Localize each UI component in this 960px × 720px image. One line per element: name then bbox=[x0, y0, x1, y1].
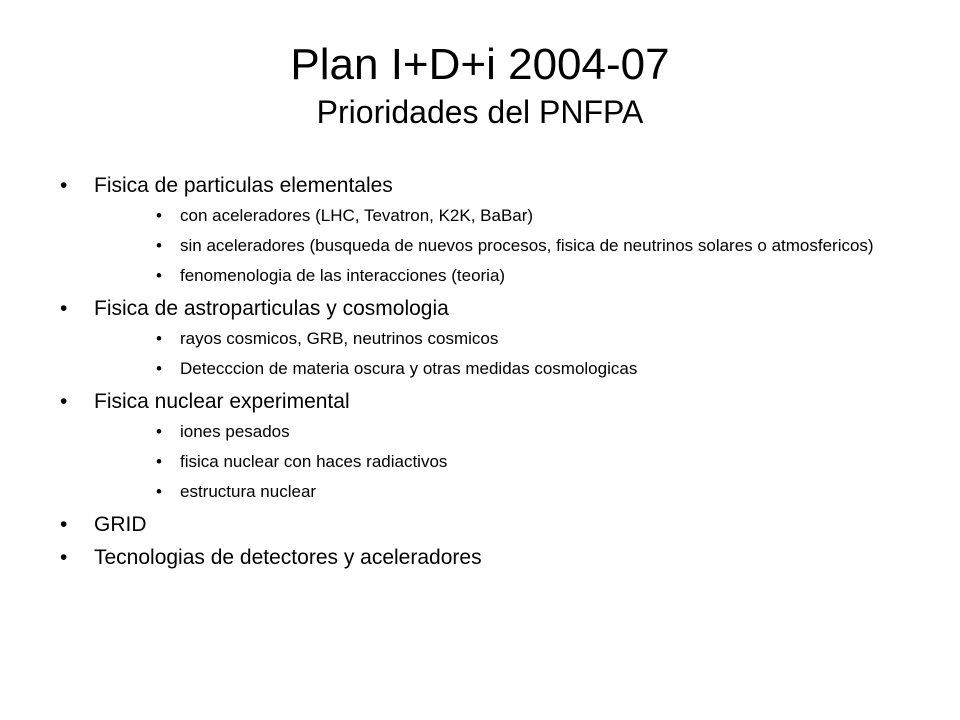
bullet-text: Tecnologias de detectores y aceleradores bbox=[94, 546, 482, 569]
sub-bullet-text: fenomenologia de las interacciones (teoria) bbox=[180, 266, 506, 285]
sub-bullet-icon: • bbox=[156, 452, 162, 471]
sub-bullet-text: con aceleradores (LHC, Tevatron, K2K, BaBar) bbox=[180, 206, 534, 225]
sub-bullet-text: estructura nuclear bbox=[180, 482, 317, 501]
title-main: Plan I+D+i 2004-07 bbox=[290, 40, 670, 89]
sub-bullet-icon: • bbox=[156, 359, 162, 378]
sub-bullet-text: fisica nuclear con haces radiactivos bbox=[180, 452, 448, 471]
sub-bullet-text: rayos cosmicos, GRB, neutrinos cosmicos bbox=[180, 329, 499, 348]
sub-bullet-icon: • bbox=[156, 329, 162, 348]
sub-bullet-item bbox=[60, 265, 930, 286]
sub-bullet-icon: • bbox=[156, 206, 162, 225]
bullet-icon: • bbox=[60, 174, 68, 197]
bullet-text: Fisica nuclear experimental bbox=[94, 390, 350, 413]
bullet-item bbox=[60, 388, 930, 416]
sub-bullet-list bbox=[60, 421, 930, 502]
title-subtitle: Prioridades del PNFPA bbox=[316, 94, 644, 130]
sub-bullet-item bbox=[60, 205, 930, 226]
bullet-item bbox=[60, 172, 930, 200]
bullet-text: Fisica de astroparticulas y cosmologia bbox=[94, 297, 449, 320]
sub-bullet-icon: • bbox=[156, 266, 162, 285]
sub-bullet-item bbox=[60, 421, 930, 442]
sub-bullet-item bbox=[60, 481, 930, 502]
bullet-icon: • bbox=[60, 546, 68, 569]
sub-bullet-list bbox=[60, 205, 930, 286]
sub-bullet-text: sin aceleradores (busqueda de nuevos procesos, fisica de neutrinos solares o atmosfericos) bbox=[180, 236, 874, 255]
sub-bullet-icon: • bbox=[156, 422, 162, 441]
sub-bullet-text: Detecccion de materia oscura y otras medidas cosmologicas bbox=[180, 359, 638, 378]
sub-bullet-text: iones pesados bbox=[180, 422, 290, 441]
bullet-text: Fisica de particulas elementales bbox=[94, 174, 393, 197]
sub-bullet-item bbox=[60, 358, 930, 379]
bullet-text: GRID bbox=[94, 513, 147, 536]
sub-bullet-list bbox=[60, 328, 930, 379]
bullet-icon: • bbox=[60, 513, 68, 536]
sub-bullet-icon: • bbox=[156, 482, 162, 501]
sub-bullet-item bbox=[60, 235, 930, 256]
bullet-item bbox=[60, 544, 930, 572]
sub-bullet-item bbox=[60, 328, 930, 349]
bullet-item bbox=[60, 295, 930, 323]
bullet-icon: • bbox=[60, 390, 68, 413]
sub-bullet-icon: • bbox=[156, 236, 162, 255]
bullet-item bbox=[60, 511, 930, 539]
slide-title bbox=[0, 38, 960, 132]
bullet-list bbox=[60, 172, 930, 577]
bullet-icon: • bbox=[60, 297, 68, 320]
sub-bullet-item bbox=[60, 451, 930, 472]
